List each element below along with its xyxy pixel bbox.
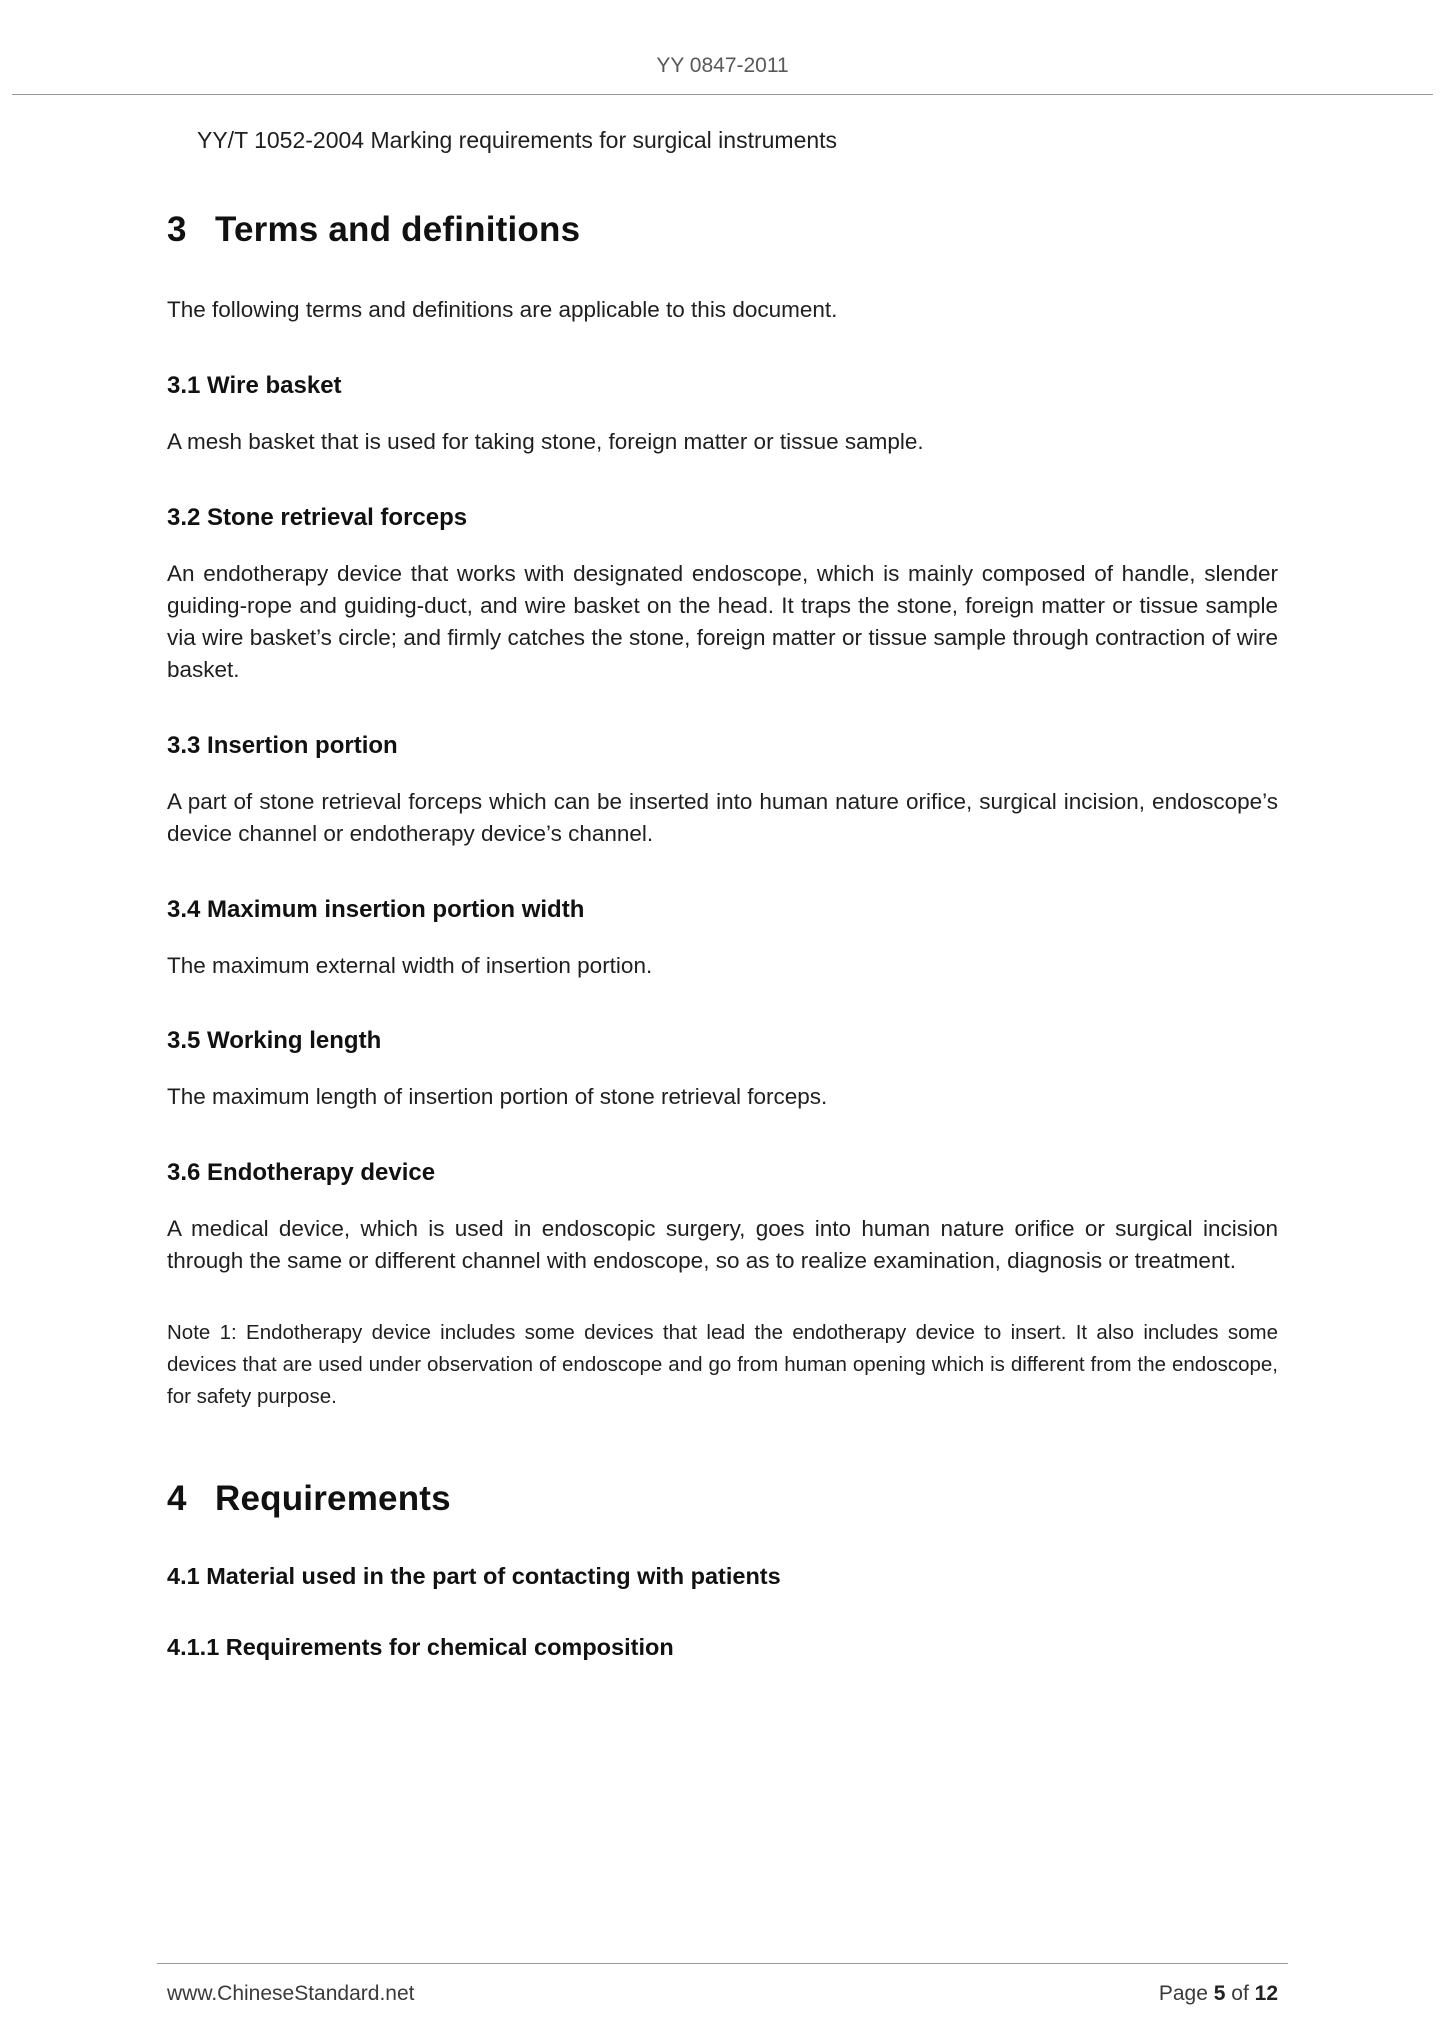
header-rule	[12, 94, 1433, 95]
term-title-3-3: 3.3 Insertion portion	[167, 731, 398, 759]
subheading-4-1-1: 4.1.1 Requirements for chemical composition	[167, 1633, 674, 1660]
term-title-3-4: 3.4 Maximum insertion portion width	[167, 895, 585, 923]
term-body-3-3: A part of stone retrieval forceps which can be inserted into human nature orifice, surgical incision, endoscope’s device channel or endotherapy device’s channel.	[167, 788, 1278, 846]
header-doc-number: YY 0847-2011	[656, 54, 789, 77]
page-content	[0, 127, 1445, 1661]
term-title-3-1: 3.1 Wire basket	[167, 371, 342, 399]
term-title-3-2: 3.2 Stone retrieval forceps	[167, 503, 468, 531]
term-body-3-5: The maximum length of insertion portion of stone retrieval forceps.	[167, 1084, 828, 1110]
term-body-3-6: A medical device, which is used in endoscopic surgery, goes into human nature orifice or surgical incision through the same or different channel with endoscope, so as to realize examination, diagnosis or treatment.	[167, 1216, 1278, 1274]
page-total: 12	[1254, 1982, 1278, 2005]
footer-row	[167, 1982, 1278, 2006]
term-body-3-1: A mesh basket that is used for taking stone, foreign matter or tissue sample.	[167, 428, 924, 454]
section-3-title: Terms and definitions	[215, 210, 581, 249]
term-body-3-2: An endotherapy device that works with designated endoscope, which is mainly composed of handle, slender guiding-rope and guiding-duct, and wire basket on the head. It traps the stone, foreign matter or tissue sample via wire basket’s circle; and firmly catches the stone, foreign matter or tissue sample through contraction of wire basket.	[167, 560, 1278, 682]
term-title-3-5: 3.5 Working length	[167, 1027, 382, 1055]
page-number: 5	[1213, 1982, 1226, 2005]
term-title-3-6: 3.6 Endotherapy device	[167, 1159, 436, 1187]
section-4-heading	[167, 1479, 1278, 1519]
footer-rule	[157, 1963, 1288, 1964]
page-word: Page	[1158, 1982, 1208, 2005]
section-3-intro: The following terms and definitions are applicable to this document.	[167, 297, 838, 322]
footer-website-link[interactable]: www.ChineseStandard.net	[167, 1982, 415, 2005]
of-word: of	[1231, 1982, 1249, 2005]
footer-page-indicator	[1159, 1982, 1278, 2006]
reference-line: YY/T 1052-2004 Marking requirements for surgical instruments	[197, 127, 838, 153]
term-body-3-4: The maximum external width of insertion portion.	[167, 952, 653, 978]
section-4-title: Requirements	[215, 1478, 451, 1518]
section-3-number: 3	[167, 210, 187, 249]
page-footer	[167, 1963, 1278, 2006]
section-3-heading	[167, 210, 1278, 250]
subheading-4-1: 4.1 Material used in the part of contacting with patients	[167, 1562, 781, 1589]
section-4-number: 4	[167, 1478, 187, 1518]
note-paragraph: Note 1: Endotherapy device includes some devices that lead the endotherapy device to insert. It also includes some devices that are used under observation of endoscope and go from human opening which is different from the endoscope, for safety purpose.	[167, 1321, 1278, 1408]
